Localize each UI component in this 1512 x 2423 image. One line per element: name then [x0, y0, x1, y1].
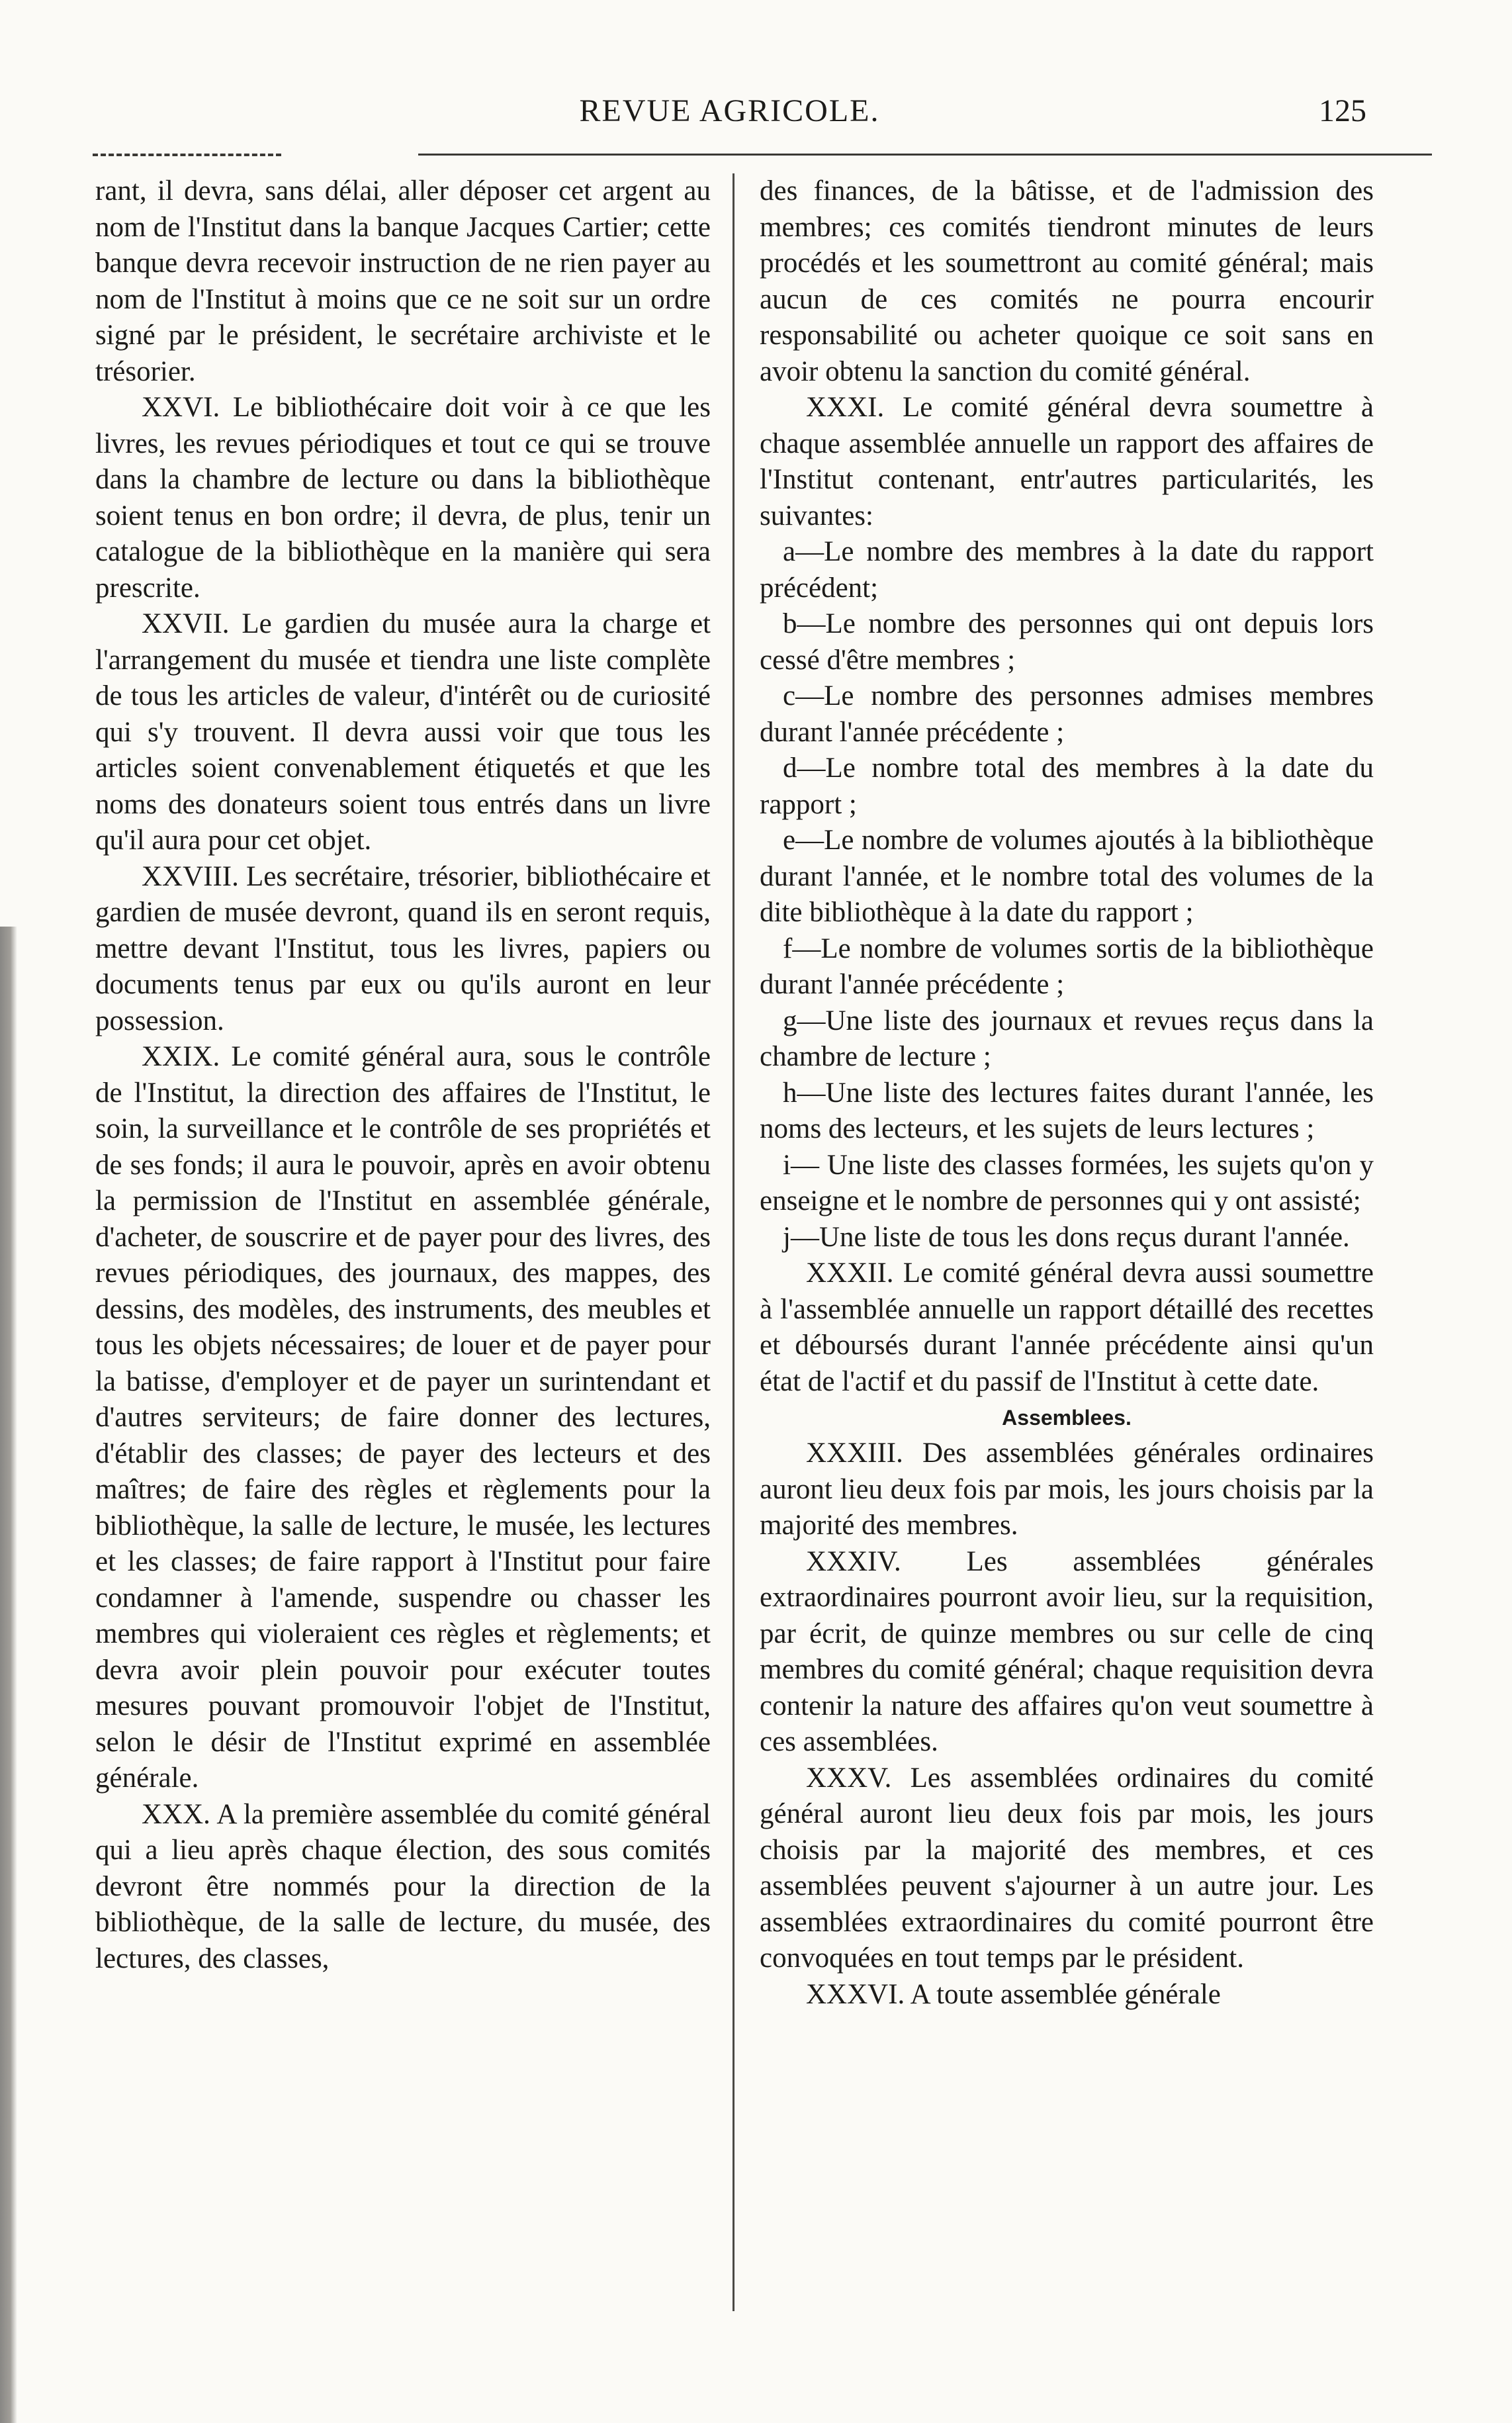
list-item-a: a—Le nombre des membres à la date du rapport précédent; — [760, 536, 1374, 604]
article-xxxv: XXXV. Les assemblées ordinaires du comité général auront lieu deux fois par mois, les jours choisis par la majorité des membres, et ces assemblées peuvent s'ajourner à un autre jour. Les assemblées extraordinaires du comité pourront être convoquées en tout temps par le président. — [760, 1762, 1374, 1974]
binding-edge — [0, 927, 17, 2423]
article-xxvi: XXVI. Le bibliothécaire doit voir à ce que les livres, les revues périodiques et tout ce qui se trouve dans la chambre de lecture ou dans la bibliothèque soient tenus en bon ordre; il devra, de plus, tenir un catalogue de la bibliothèque en la manière qui sera prescrite. — [95, 392, 711, 604]
article-xxviii: XXVIII. Les secrétaire, trésorier, bibliothécaire et gardien de musée devront, quand ils en seront requis, mettre devant l'Institut, tous les livres, papiers ou documents tenus par eux ou qu'ils auront en leur possession. — [95, 860, 711, 1036]
article-xxvii: XXVII. Le gardien du musée aura la charge et l'arrangement du musée et tiendra une liste complète de tous les articles de valeur, d'intérêt ou de curiosité qui s'y trouvent. Il devra aussi voir que tous les articles soient convenablement étiquetés et que les noms des donateurs soient tous entrés dans un livre qu'il aura pour cet objet. — [95, 608, 711, 856]
article-xxxi: XXXI. Le comité général devra soumettre à chaque assemblée annuelle un rapport des affaires de l'Institut contenant, entr'autres particularités, les suivantes: — [760, 392, 1374, 531]
article-xxxiii: XXXIII. Des assemblées générales ordinaires auront lieu deux fois par mois, les jours choisis par la majorité des membres. — [760, 1438, 1374, 1541]
list-item-b: b—Le nombre des personnes qui ont depuis lors cessé d'être membres ; — [760, 608, 1374, 676]
list-item-h: h—Une liste des lectures faites durant l'année, les noms des lecteurs, et les sujets de leurs lectures ; — [760, 1077, 1374, 1144]
list-item-c: c—Le nombre des personnes admises membres durant l'année précédente ; — [760, 680, 1374, 748]
column-divider — [733, 173, 734, 2311]
list-item-j: j—Une liste de tous les dons reçus durant l'année. — [783, 1221, 1350, 1253]
paragraph-continuation: rant, il devra, sans délai, aller déposer cet argent au nom de l'Institut dans la banque Jacques Cartier; cette banque devra recevoir instruction de ne rien payer au nom de l'Institut à moins que ce ne soit sur un ordre signé par le président, le secrétaire archiviste et le trésorier. — [95, 175, 711, 387]
article-xxxiv: XXXIV. Les assemblées générales extraordinaires pourront avoir lieu, sur la requisition, par écrit, de quinze membres ou sur celle de cinq membres du comité général; chaque requisition devra contenir la nature des affaires qu'on veut soumettre à ces assemblées. — [760, 1545, 1374, 1757]
page-header — [93, 86, 1366, 146]
article-xxix: XXIX. Le comité général aura, sous le contrôle de l'Institut, la direction des affaires de l'Institut, le soin, la surveillance et le contrôle de ses propriétés et de ses fonds; il aura le pouvoir, après en avoir obtenu la permission de l'Institut en assemblée générale, d'acheter, de souscrire et de payer pour des livres, des revues périodiques, des journaux, des mappes, des dessins, des modèles, des instruments, des meubles et tous les objets nécessaires; de louer et de payer pour la batisse, d'employer et de payer un surintendant et d'autres serviteurs; de faire donner des lectures, d'établir des classes; de payer des lecteurs et des maîtres; de faire des règles et règlements pour la bibliothèque, la salle de lecture, le musée, les lectures et les classes; de faire rapport à l'Institut pour faire condamner à l'amende, suspendre ou chasser les membres qui violeraient ces règles et règlements; et devra avoir plein pouvoir pour exécuter toutes mesures pouvant promouvoir l'objet de l'Institut, selon le désir de l'Institut exprimé en assemblée générale. — [95, 1041, 711, 1794]
article-xxxvi: XXXVI. A toute assemblée générale — [806, 1978, 1221, 2010]
right-column — [760, 173, 1374, 2311]
list-item-e: e—Le nombre de volumes ajoutés à la bibliothèque durant l'année, et le nombre total des volumes de la dite bibliothèque à la date du rapport ; — [760, 825, 1374, 928]
header-rule-dashed — [93, 154, 281, 156]
paragraph-continuation: des finances, de la bâtisse, et de l'admission des membres; ces comités tiendront minutes de leurs procédés et les soumettront au comité général; mais aucun de ces comités ne pourra encourir responsabilité ou acheter quoique ce soit sans en avoir obtenu la sanction du comité général. — [760, 175, 1374, 387]
list-item-f: f—Le nombre de volumes sortis de la bibliothèque durant l'année précédente ; — [760, 933, 1374, 1000]
running-title: REVUE AGRICOLE. — [579, 93, 880, 128]
left-column — [95, 173, 711, 2311]
list-item-d: d—Le nombre total des membres à la date du rapport ; — [760, 753, 1374, 820]
page-number: 125 — [1319, 93, 1366, 128]
list-item-i: i— Une liste des classes formées, les sujets qu'on y enseigne et le nombre de personnes qui y ont assisté; — [760, 1149, 1374, 1216]
header-rule-solid — [418, 154, 1432, 156]
article-xxxii: XXXII. Le comité général devra aussi soumettre à l'assemblée annuelle un rapport détaillé des recettes et déboursés durant l'année précédente ainsi qu'un état de l'actif et du passif de l'Institut à cette date. — [760, 1257, 1374, 1397]
section-heading: Assemblees. — [1002, 1406, 1132, 1430]
list-item-g: g—Une liste des journaux et revues reçus dans la chambre de lecture ; — [760, 1005, 1374, 1072]
article-xxx: XXX. A la première assemblée du comité général qui a lieu après chaque élection, des sous comités devront être nommés pour la direction de la bibliothèque, de la salle de lecture, du musée, des lectures, des classes, — [95, 1798, 711, 1974]
